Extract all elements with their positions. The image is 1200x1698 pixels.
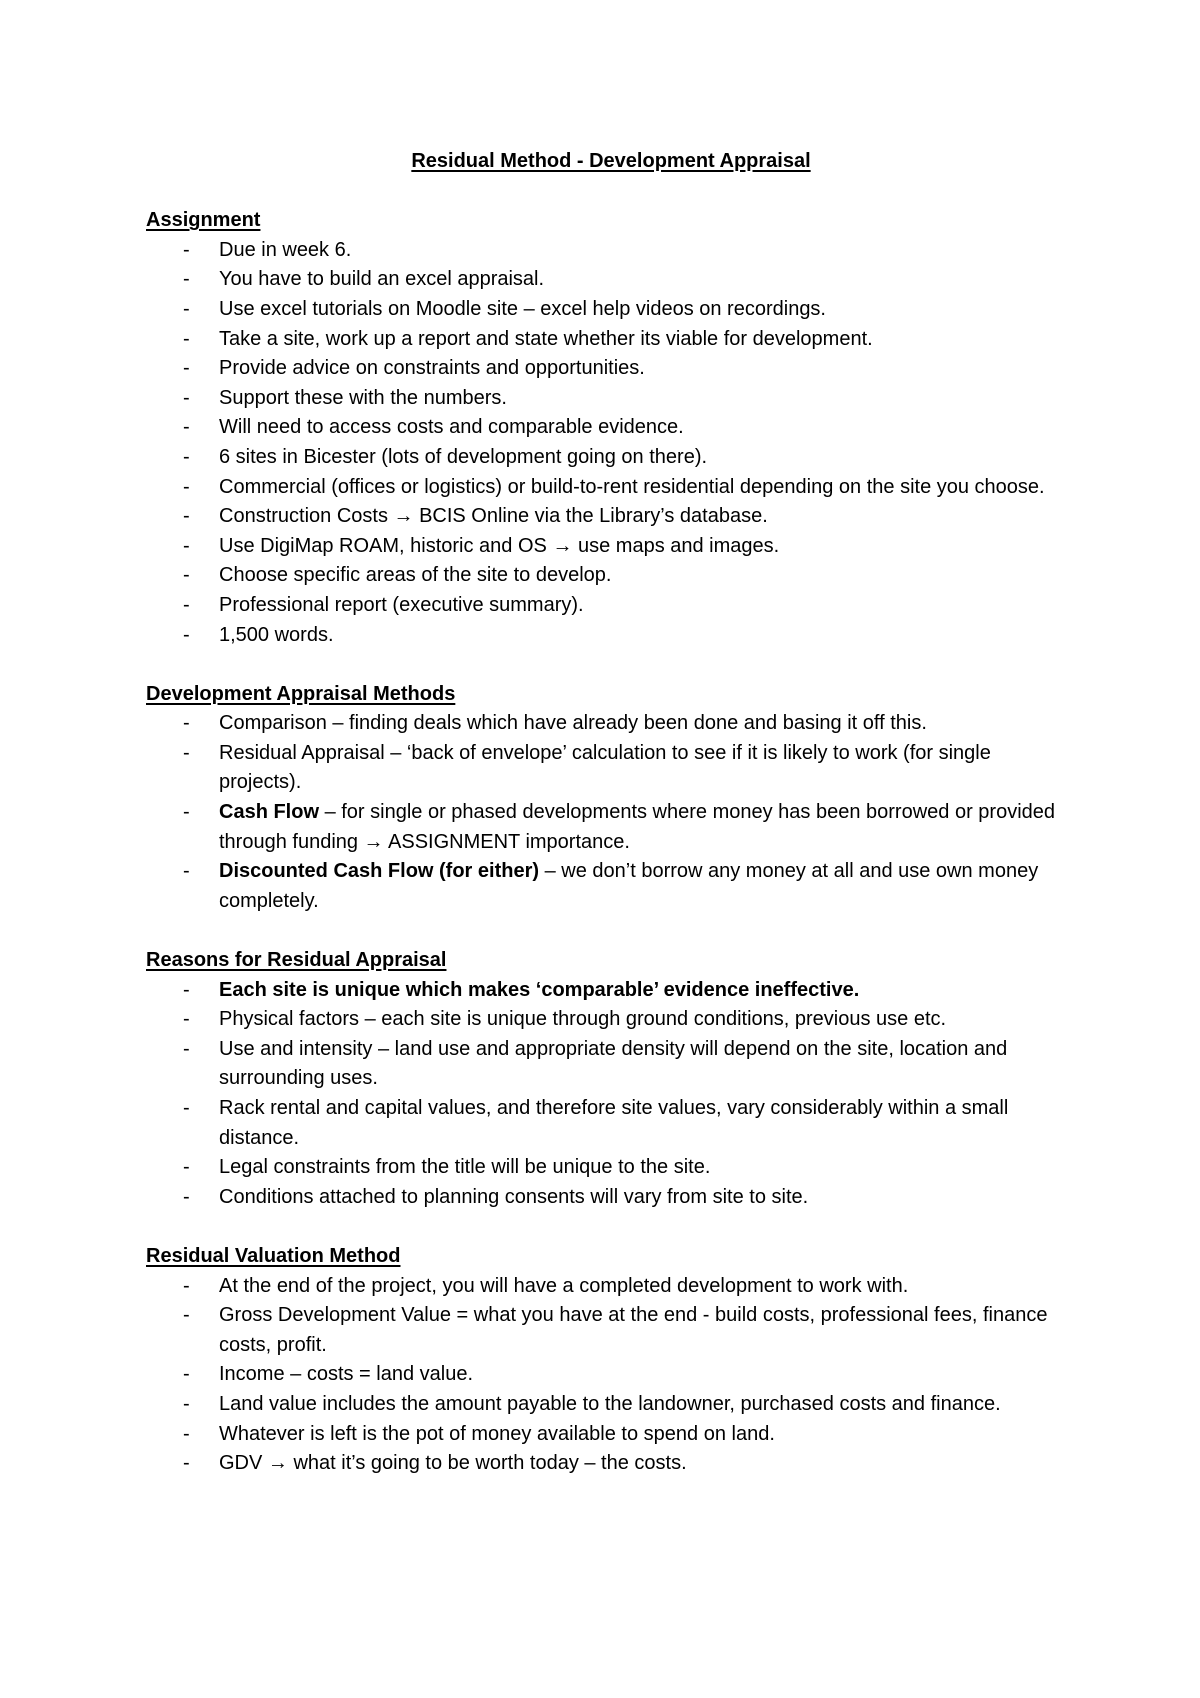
list-item (146, 325, 1076, 355)
list-item-lead: Discounted Cash Flow (for either) (219, 860, 540, 883)
list-item (146, 857, 1076, 916)
bullet-dash: - (183, 475, 190, 498)
list-item (146, 976, 1076, 1006)
list-item (146, 1153, 1076, 1183)
list-item-text: Legal constraints from the title will be unique to the site. (219, 1156, 711, 1179)
list-item-text: Physical factors – each site is unique through ground conditions, previous use etc. (219, 1008, 947, 1031)
bullet-dash: - (183, 623, 190, 646)
section (146, 946, 1076, 1212)
bullet-list (146, 976, 1076, 1213)
list-item (146, 709, 1076, 739)
document-title: Residual Method - Development Appraisal (411, 150, 811, 172)
bullet-dash: - (183, 741, 190, 764)
list-item-text: Provide advice on constraints and opportunities. (219, 357, 645, 380)
bullet-dash: - (183, 505, 190, 528)
list-item-text: Rack rental and capital values, and therefore site values, vary considerably within a small distance. (219, 1097, 1009, 1149)
list-item-text: 1,500 words. (219, 623, 334, 646)
bullet-dash: - (183, 712, 190, 735)
bullet-list (146, 709, 1076, 916)
section-heading: Residual Valuation Method (146, 1244, 401, 1267)
list-item-text: Commercial (offices or logistics) or build-to-rent residential depending on the site you choose. (219, 475, 1045, 498)
list-item-text: At the end of the project, you will have a completed development to work with. (219, 1274, 909, 1297)
bullet-dash: - (183, 416, 190, 439)
list-item (146, 591, 1076, 621)
list-item-text: GDV → what it’s going to be worth today – the costs. (219, 1452, 687, 1475)
list-item-text: 6 sites in Bicester (lots of development going on there). (219, 445, 708, 468)
list-item (146, 443, 1076, 473)
bullet-dash: - (183, 978, 190, 1001)
list-item-text: Professional report (executive summary). (219, 593, 584, 616)
list-item-text: Construction Costs → BCIS Online via the Library’s database. (219, 505, 768, 528)
list-item-text: You have to build an excel appraisal. (219, 268, 545, 291)
bullet-dash: - (183, 534, 190, 557)
list-item (146, 621, 1076, 651)
list-item (146, 561, 1076, 591)
bullet-dash: - (183, 238, 190, 261)
list-item-text: Take a site, work up a report and state whether its viable for development. (219, 327, 873, 350)
list-item-text: Use excel tutorials on Moodle site – excel help videos on recordings. (219, 297, 826, 320)
list-item (146, 798, 1076, 857)
bullet-dash: - (183, 1156, 190, 1179)
list-item (146, 1183, 1076, 1213)
list-item-text: Whatever is left is the pot of money available to spend on land. (219, 1422, 775, 1445)
list-item-text: Choose specific areas of the site to develop. (219, 564, 612, 587)
list-item (146, 739, 1076, 798)
bullet-dash: - (183, 593, 190, 616)
list-item (146, 413, 1076, 443)
list-item-text: Land value includes the amount payable to the landowner, purchased costs and finance. (219, 1392, 1001, 1415)
bullet-dash: - (183, 386, 190, 409)
list-item (146, 1449, 1076, 1479)
list-item (146, 532, 1076, 562)
list-item-text: Comparison – finding deals which have already been done and basing it off this. (219, 712, 927, 735)
bullet-dash: - (183, 1304, 190, 1327)
list-item (146, 354, 1076, 384)
list-item (146, 1390, 1076, 1420)
list-item-lead: Each site is unique which makes ‘comparable’ evidence ineffective. (219, 978, 860, 1001)
bullet-dash: - (183, 445, 190, 468)
bullet-dash: - (183, 1363, 190, 1386)
list-item-text: Due in week 6. (219, 238, 352, 261)
section (146, 1242, 1076, 1479)
bullet-dash: - (183, 357, 190, 380)
list-item (146, 384, 1076, 414)
list-item (146, 1301, 1076, 1360)
bullet-dash: - (183, 297, 190, 320)
list-item (146, 1094, 1076, 1153)
section-heading: Reasons for Residual Appraisal (146, 949, 447, 972)
list-item (146, 1360, 1076, 1390)
list-item (146, 1420, 1076, 1450)
list-item-text: Support these with the numbers. (219, 386, 507, 409)
bullet-dash: - (183, 1274, 190, 1297)
bullet-dash: - (183, 1008, 190, 1031)
list-item (146, 1272, 1076, 1302)
document-page (146, 147, 1076, 1508)
list-item-text: – for single or phased developments where money has been borrowed or provided through funding → ASSIGNMENT importance. (219, 801, 1056, 853)
list-item (146, 473, 1076, 503)
list-item (146, 265, 1076, 295)
document-body (146, 206, 1076, 1479)
list-item-text: Residual Appraisal – ‘back of envelope’ calculation to see if it is likely to work (for single projects). (219, 741, 991, 794)
list-item (146, 236, 1076, 266)
bullet-dash: - (183, 268, 190, 291)
list-item-text: Conditions attached to planning consents will vary from site to site. (219, 1185, 809, 1208)
list-item (146, 1035, 1076, 1094)
section (146, 680, 1076, 917)
list-item-text: Will need to access costs and comparable evidence. (219, 416, 684, 439)
bullet-dash: - (183, 1185, 190, 1208)
list-item (146, 1005, 1076, 1035)
bullet-dash: - (183, 1097, 190, 1119)
list-item (146, 502, 1076, 532)
bullet-list (146, 236, 1076, 650)
list-item-text: Gross Development Value = what you have at the end - build costs, professional fees, finance costs, profit. (219, 1304, 1048, 1356)
bullet-dash: - (183, 1037, 190, 1060)
list-item-text: Income – costs = land value. (219, 1363, 474, 1386)
bullet-dash: - (183, 1452, 190, 1475)
bullet-dash: - (183, 801, 190, 824)
list-item-text: Use DigiMap ROAM, historic and OS → use maps and images. (219, 534, 780, 557)
bullet-dash: - (183, 564, 190, 587)
bullet-dash: - (183, 327, 190, 350)
list-item (146, 295, 1076, 325)
section-heading: Assignment (146, 209, 261, 232)
list-item-text: Use and intensity – land use and appropriate density will depend on the site, location and surrounding uses. (219, 1037, 1008, 1090)
list-item-text: – we don’t borrow any money at all and use own money completely. (219, 860, 1039, 912)
bullet-dash: - (183, 860, 190, 883)
list-item-lead: Cash Flow (219, 801, 320, 824)
bullet-dash: - (183, 1392, 190, 1415)
section-heading: Development Appraisal Methods (146, 682, 456, 705)
bullet-dash: - (183, 1422, 190, 1445)
bullet-list (146, 1272, 1076, 1479)
section (146, 206, 1076, 650)
